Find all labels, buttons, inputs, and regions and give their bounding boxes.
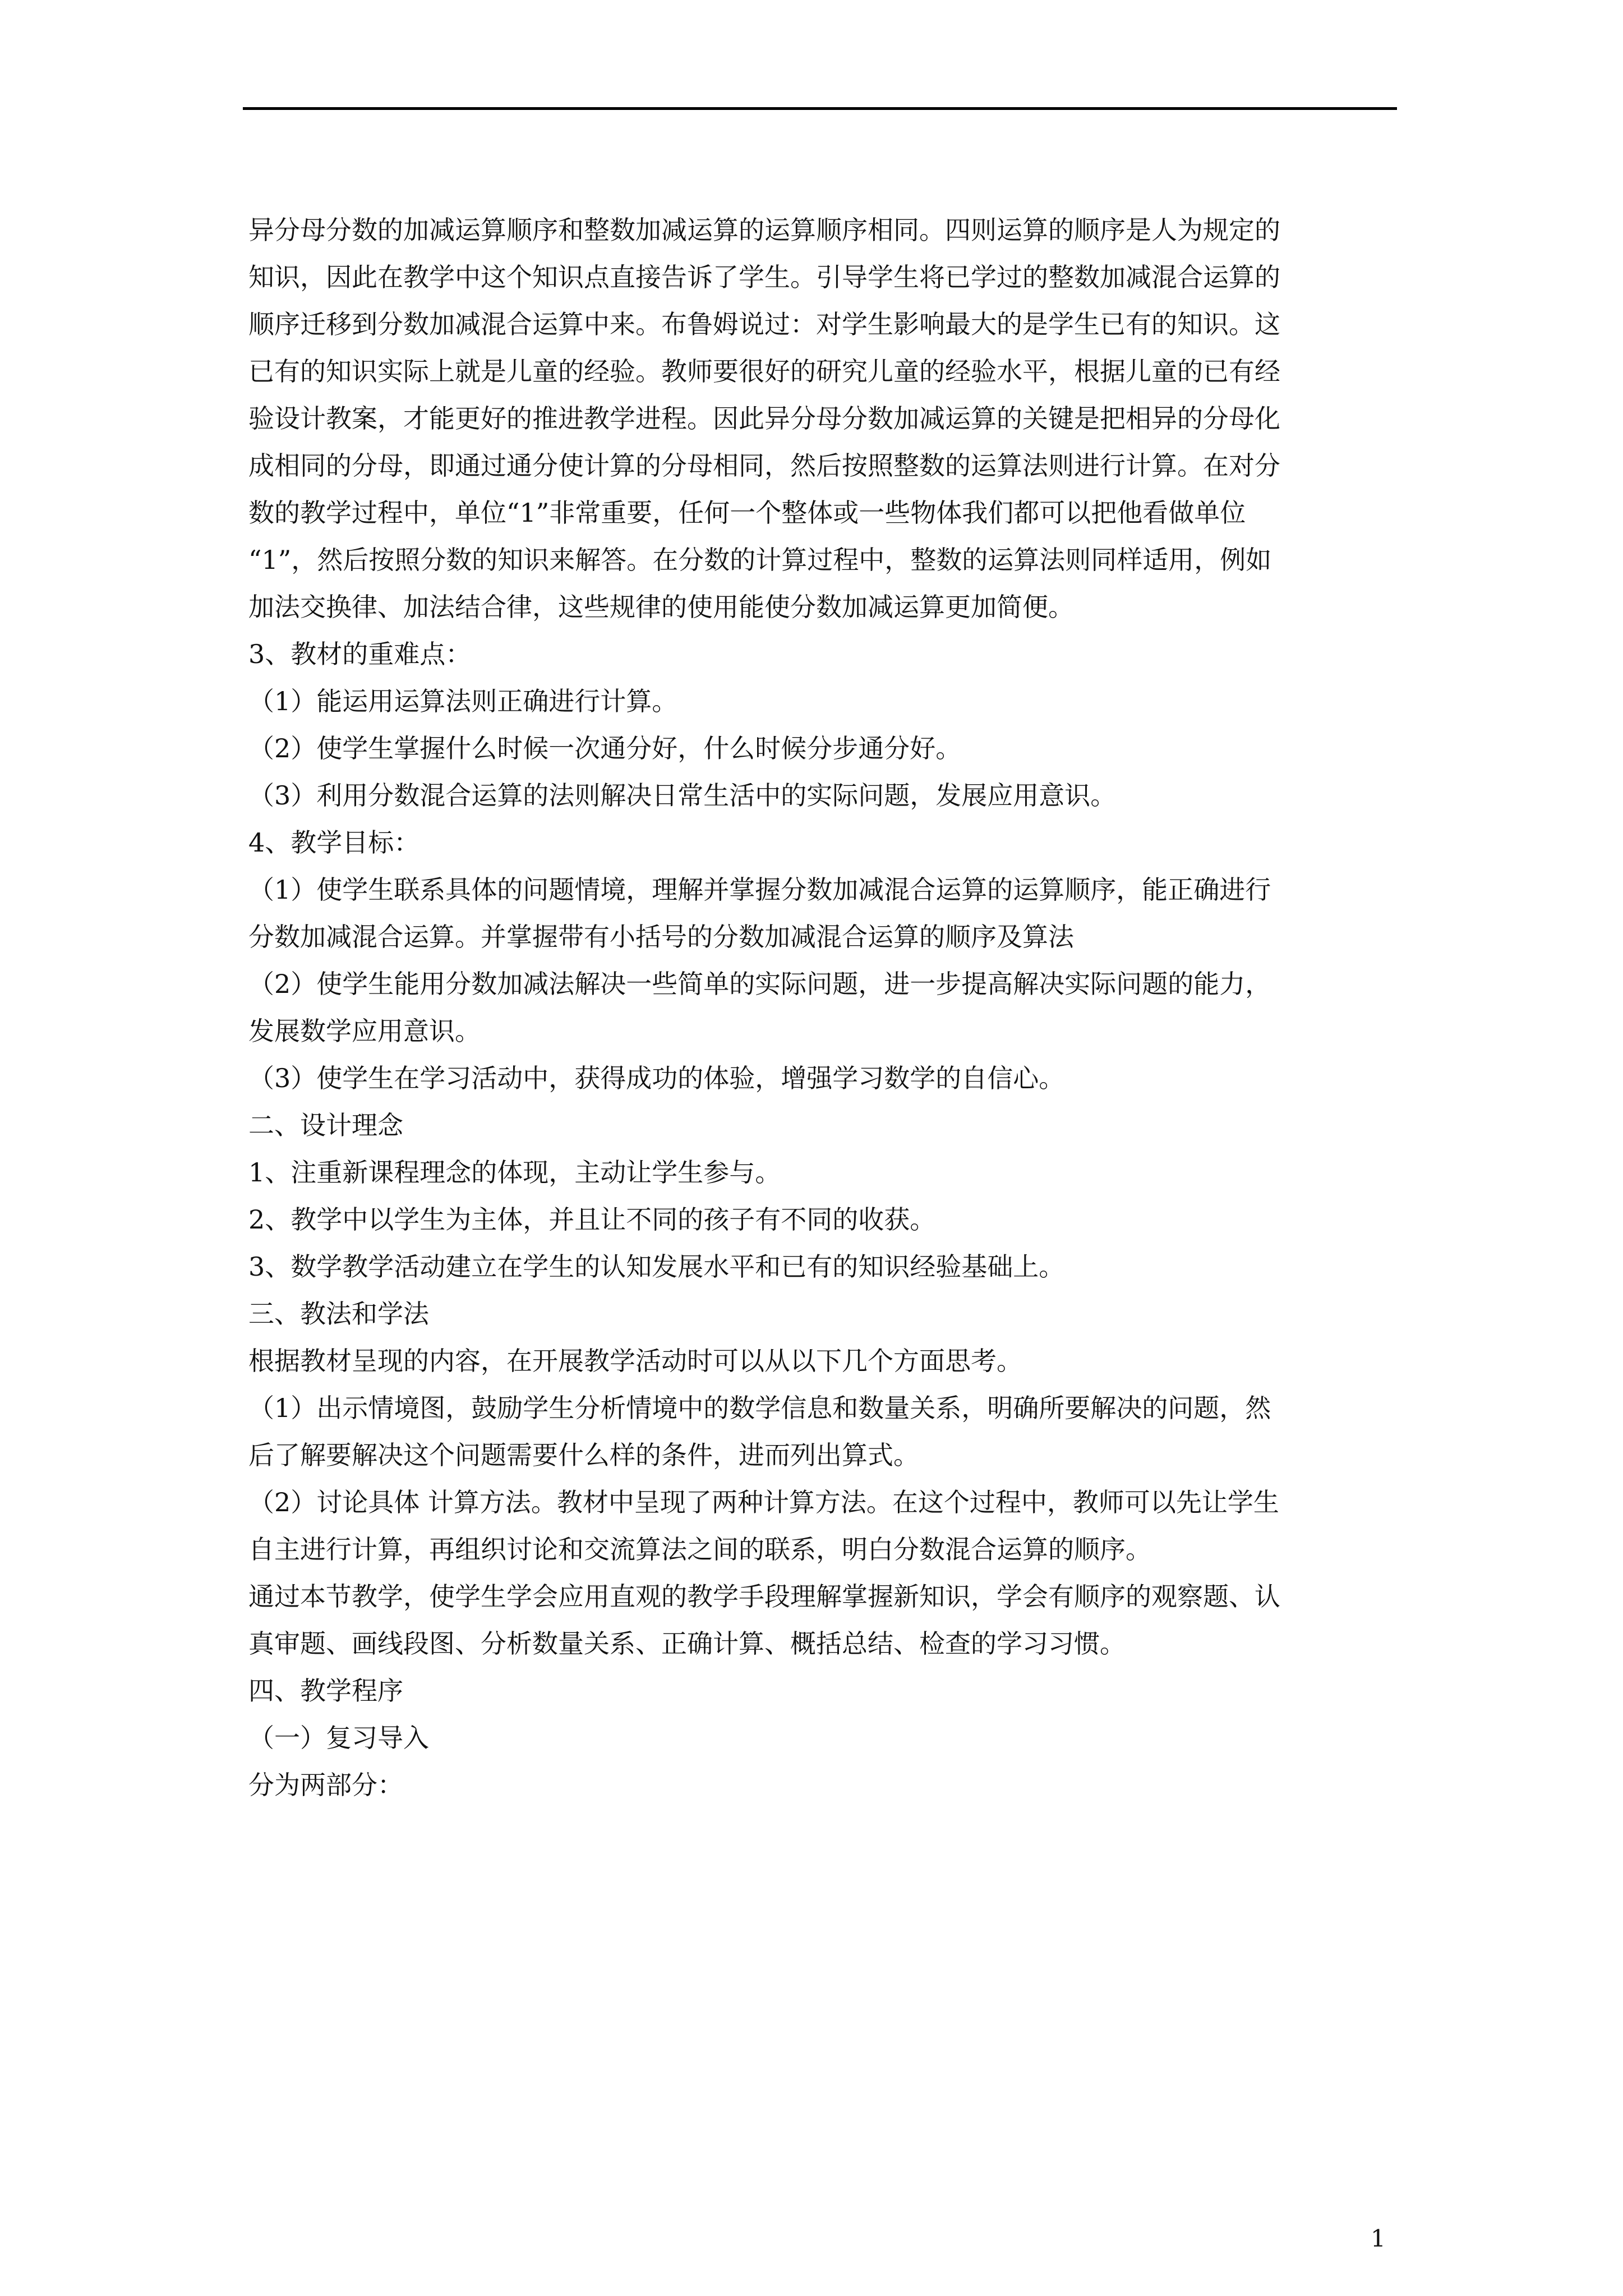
text-line: 知识，因此在教学中这个知识点直接告诉了学生。引导学生将已学过的整数加减混合运算的 xyxy=(248,262,1280,292)
text-line: 验设计教案，才能更好的推进教学进程。因此异分母分数加减运算的关键是把相异的分母化 xyxy=(248,403,1280,434)
text-line: 分数加减混合运算。并掌握带有小括号的分数加减混合运算的顺序及算法 xyxy=(248,922,1074,952)
page-number: 1 xyxy=(1371,2225,1386,2252)
text-line: 异分母分数的加减运算顺序和整数加减运算的运算顺序相同。四则运算的顺序是人为规定的 xyxy=(248,215,1280,245)
text-line: （2）讨论具体 计算方法。教材中呈现了两种计算方法。在这个过程中，教师可以先让学生 xyxy=(248,1487,1279,1517)
text-line: 1、注重新课程理念的体现，主动让学生参与。 xyxy=(248,1157,781,1188)
text-line: 二、设计理念 xyxy=(248,1110,403,1140)
text-line: 顺序迁移到分数加减混合运算中来。布鲁姆说过：对学生影响最大的是学生已有的知识。这 xyxy=(248,309,1280,339)
header-rule xyxy=(243,107,1397,110)
text-line: 成相同的分母，即通过通分使计算的分母相同，然后按照整数的运算法则进行计算。在对分 xyxy=(248,450,1280,481)
text-line: 分为两部分： xyxy=(248,1770,403,1800)
text-line: （2）使学生掌握什么时候一次通分好，什么时候分步通分好。 xyxy=(248,733,962,763)
text-line: 根据教材呈现的内容，在开展教学活动时可以从以下几个方面思考。 xyxy=(248,1346,1022,1376)
text-line: （1）能运用运算法则正确进行计算。 xyxy=(248,686,678,716)
text-line: 数的教学过程中，单位“1”非常重要，任何一个整体或一些物体我们都可以把他看做单位 xyxy=(248,498,1246,528)
text-line: 三、教法和学法 xyxy=(248,1299,429,1329)
text-line: 2、教学中以学生为主体，并且让不同的孩子有不同的收获。 xyxy=(248,1204,936,1235)
document-body xyxy=(248,206,1395,1809)
text-line: 3、数学教学活动建立在学生的认知发展水平和已有的知识经验基础上。 xyxy=(248,1251,1065,1282)
text-line: 后了解要解决这个问题需要什么样的条件，进而列出算式。 xyxy=(248,1440,919,1470)
text-line: 四、教学程序 xyxy=(248,1676,403,1706)
text-line: 3、教材的重难点： xyxy=(248,639,472,669)
text-line: （1）出示情境图，鼓励学生分析情境中的数学信息和数量关系，明确所要解决的问题，然 xyxy=(248,1393,1271,1423)
text-line: 已有的知识实际上就是儿童的经验。教师要很好的研究儿童的经验水平，根据儿童的已有经 xyxy=(248,356,1280,386)
text-line: （一）复习导入 xyxy=(248,1723,429,1753)
text-line: 4、教学目标： xyxy=(248,827,420,858)
text-line: （3）利用分数混合运算的法则解决日常生活中的实际问题，发展应用意识。 xyxy=(248,780,1117,811)
text-line: 真审题、画线段图、分析数量关系、正确计算、概括总结、检查的学习习惯。 xyxy=(248,1628,1126,1659)
text-line: （1）使学生联系具体的问题情境，理解并掌握分数加减混合运算的运算顺序，能正确进行 xyxy=(248,875,1271,905)
text-line: （2）使学生能用分数加减法解决一些简单的实际问题，进一步提高解决实际问题的能力， xyxy=(248,969,1271,999)
text-line: “1”，然后按照分数的知识来解答。在分数的计算过程中，整数的运算法则同样适用，例如 xyxy=(248,545,1272,575)
text-line: 发展数学应用意识。 xyxy=(248,1016,481,1046)
text-line: 通过本节教学，使学生学会应用直观的教学手段理解掌握新知识，学会有顺序的观察题、认 xyxy=(248,1581,1280,1612)
text-line: （3）使学生在学习活动中，获得成功的体验，增强学习数学的自信心。 xyxy=(248,1063,1065,1093)
text-line: 加法交换律、加法结合律，这些规律的使用能使分数加减运算更加简便。 xyxy=(248,592,1074,622)
text-line: 自主进行计算，再组织讨论和交流算法之间的联系，明白分数混合运算的顺序。 xyxy=(248,1534,1151,1565)
